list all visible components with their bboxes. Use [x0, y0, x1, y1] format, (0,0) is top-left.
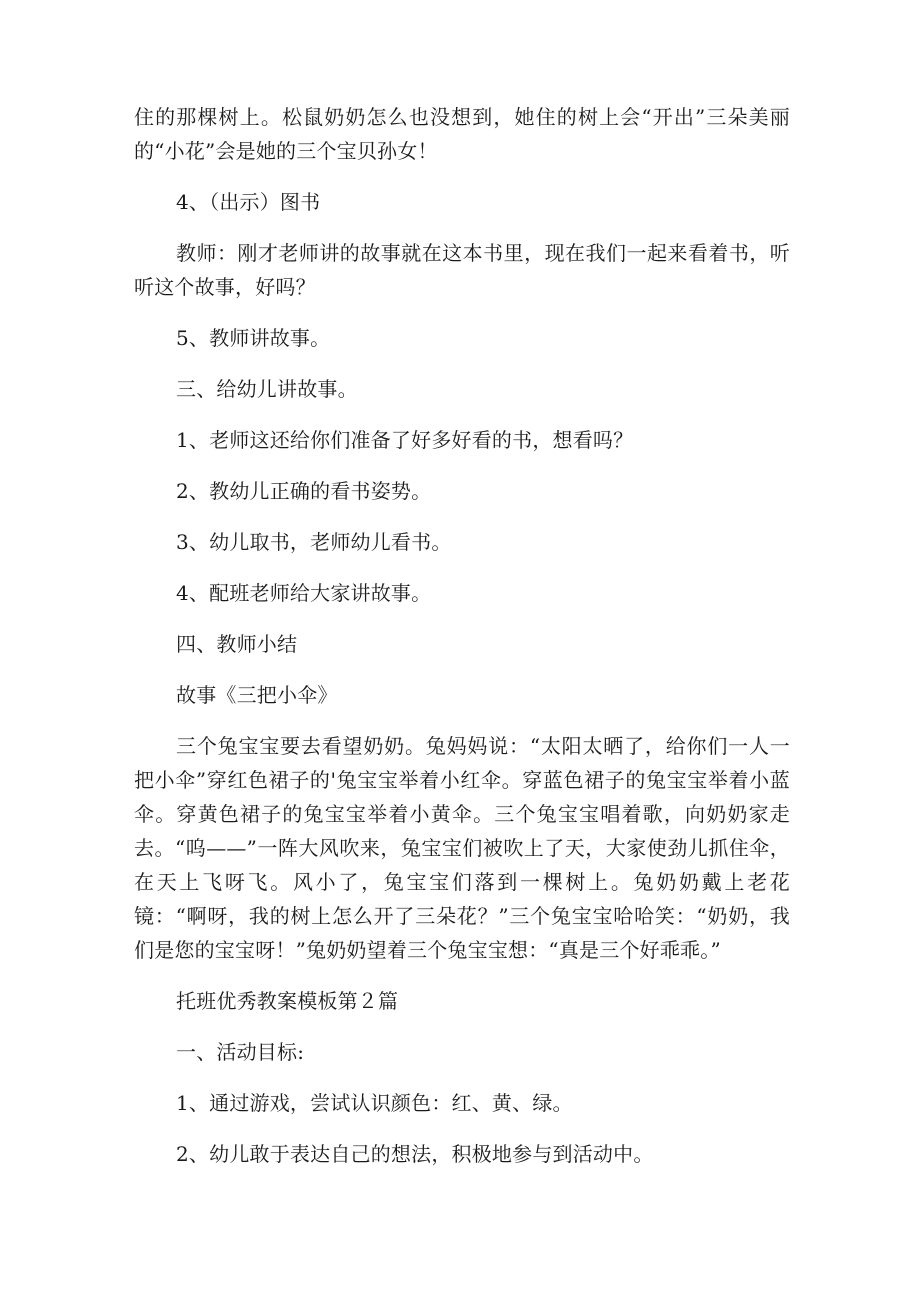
- list-item-1: 1、老师这还给你们准备了好多好看的书，想看吗？: [176, 428, 634, 452]
- list-item-3: 3、幼儿取书，老师幼儿看书。: [176, 530, 452, 554]
- document-body: [134, 100, 790, 1188]
- paragraph-continuation: 住的那棵树上。松鼠奶奶怎么也没想到，她住的树上会“开出”三朵美丽的“小花”会是她的三个宝贝孙女！: [134, 105, 790, 163]
- story-title: 故事《三把小伞》: [176, 683, 338, 707]
- paragraph-show-book: 4、（出示）图书: [176, 190, 321, 214]
- section-heading-activity-goals: 一、活动目标:: [176, 1040, 305, 1064]
- paragraph-teacher-prompt: 教师：刚才老师讲的故事就在这本书里，现在我们一起来看着书，听听这个故事，好吗？: [134, 241, 790, 299]
- paragraph-teacher-story: 5、教师讲故事。: [176, 326, 331, 350]
- story-body: 三个兔宝宝要去看望奶奶。兔妈妈说：“太阳太晒了，给你们一人一把小伞”穿红色裙子的'兔宝宝举着小红伞。穿蓝色裙子的兔宝宝举着小蓝伞。穿黄色裙子的兔宝宝举着小黄伞。三个兔宝宝唱着歌，向奶奶家走去。“呜——”一阵大风吹来，兔宝宝们被吹上了天，大家使劲儿抓住伞，在天上飞呀飞。风小了，兔宝宝们落到一棵树上。兔奶奶戴上老花镜：“啊呀，我的树上怎么开了三朵花？”三个兔宝宝哈哈笑：“奶奶，我们是您的宝宝呀！”兔奶奶望着三个兔宝宝想：“真是三个好乖乖。”: [134, 734, 790, 962]
- section-heading-3: 三、给幼儿讲故事。: [176, 377, 358, 401]
- goal-item-1: 1、通过游戏，尝试认识颜色：红、黄、绿。: [176, 1091, 573, 1115]
- plan-title: 托班优秀教案模板第２篇: [176, 989, 399, 1013]
- list-item-4: 4、配班老师给大家讲故事。: [176, 581, 432, 605]
- goal-item-2: 2、幼儿敢于表达自己的想法，积极地参与到活动中。: [176, 1142, 654, 1166]
- list-item-2: 2、教幼儿正确的看书姿势。: [176, 479, 432, 503]
- section-heading-4: 四、教师小结: [176, 632, 298, 656]
